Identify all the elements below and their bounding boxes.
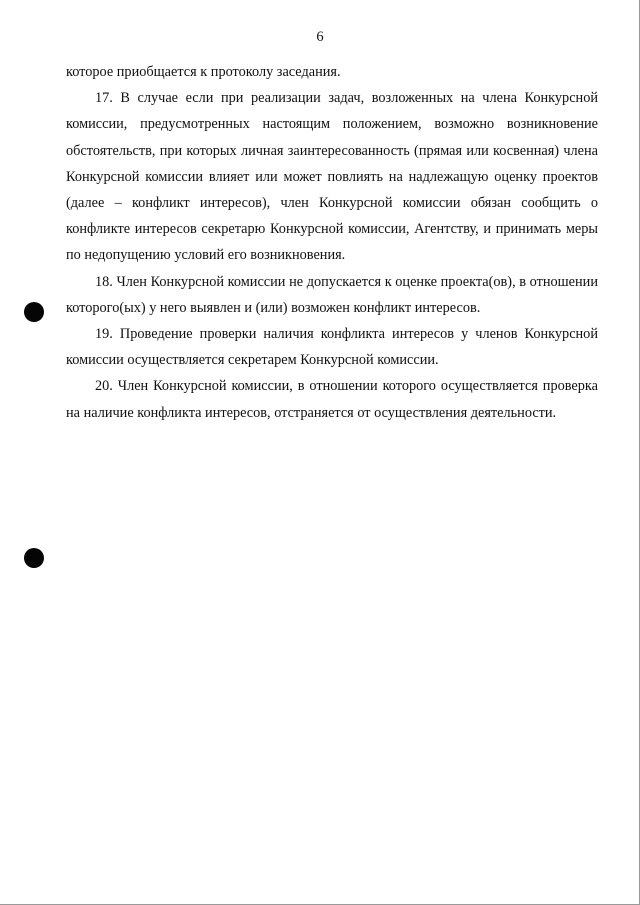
paragraph-19: 19. Проведение проверки наличия конфликта интересов у членов Конкурсной комиссии осуществляется секретарем Конкурсной комиссии. bbox=[66, 326, 598, 369]
document-body bbox=[66, 59, 598, 426]
paragraph-18: 18. Член Конкурсной комиссии не допускается к оценке проекта(ов), в отношении которого(ых) у него выявлен и (или) возможен конфликт интересов. bbox=[66, 273, 598, 316]
punch-hole-mark bbox=[24, 302, 44, 322]
page-number: 6 bbox=[316, 29, 324, 45]
punch-hole-mark bbox=[24, 548, 44, 568]
paragraph-17: 17. В случае если при реализации задач, возложенных на члена Конкурсной комиссии, предусмотренных настоящим положением, возможно возникновение обстоятельств, при которых личная заинтересованность (прямая или косвенная) члена Конкурсной комиссии влияет или может повлиять на надлежащую оценку проектов (далее – конфликт интересов), член Конкурсной комиссии обязан сообщить о конфликте интересов секретарю Конкурсной комиссии, Агентству, и принимать меры по недопущению условий его возникновения. bbox=[66, 90, 598, 264]
paragraph-20: 20. Член Конкурсной комиссии, в отношении которого осуществляется проверка на наличие конфликта интересов, отстраняется от осуществления деятельности. bbox=[66, 378, 598, 421]
paragraph-continuation: которое приобщается к протоколу заседания. bbox=[66, 64, 341, 80]
